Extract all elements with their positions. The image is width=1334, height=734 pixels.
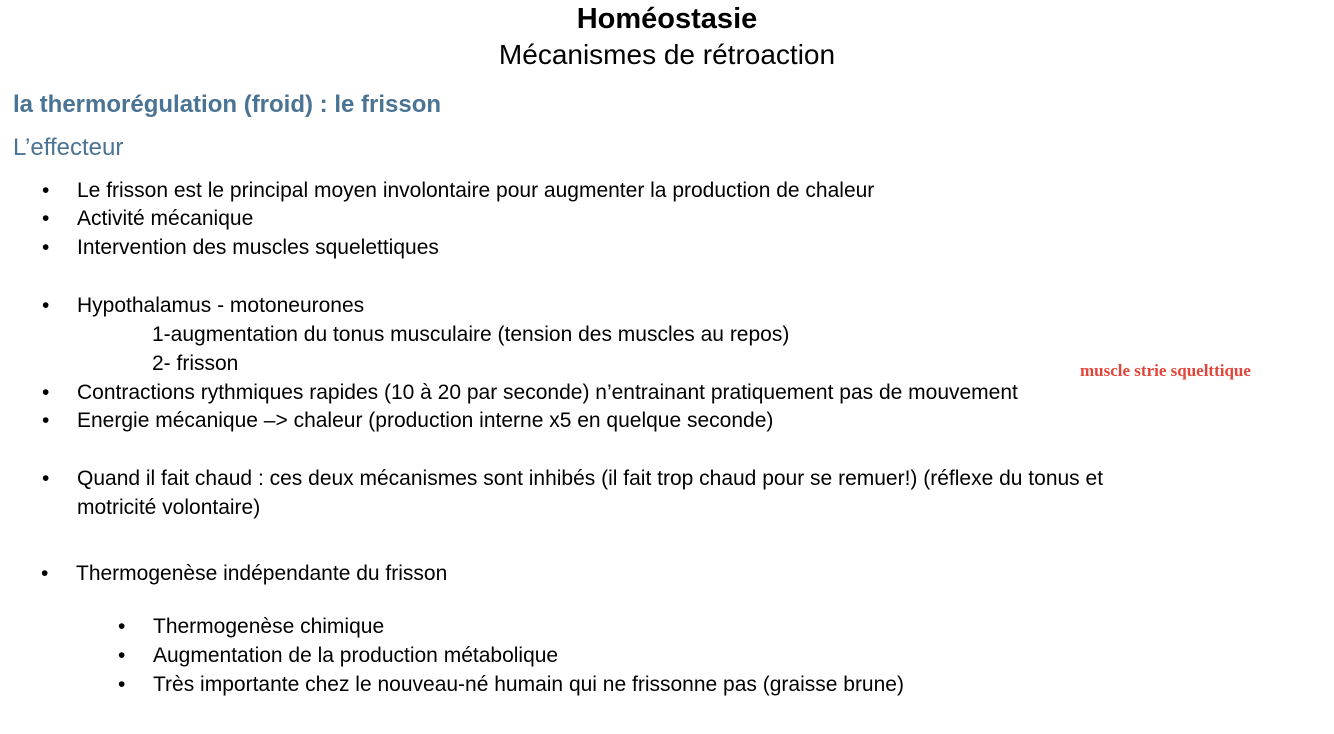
annotation-label: muscle strie squelttique: [1080, 361, 1251, 380]
bullet-item: Hypothalamus - motoneurones: [77, 294, 365, 317]
bullet-marker: •: [42, 207, 50, 230]
bullet-item: Activité mécanique: [77, 207, 254, 230]
bullet-item: Thermogenèse indépendante du frisson: [76, 562, 448, 585]
sub-bullet-marker: •: [118, 615, 126, 638]
bullet-item: Le frisson est le principal moyen involontaire pour augmenter la production de chaleur: [77, 179, 875, 202]
bullet-item: Contractions rythmiques rapides (10 à 20 par seconde) n’entrainant pratiquement pas de mouvement: [77, 381, 1018, 404]
bullet-marker: •: [42, 236, 50, 259]
indented-line: 1-augmentation du tonus musculaire (tension des muscles au repos): [152, 323, 790, 346]
sub-bullet-item: Très importante chez le nouveau-né humain qui ne frissonne pas (graisse brune): [153, 673, 904, 696]
bullet-marker: •: [42, 381, 50, 404]
sub-bullet-marker: •: [118, 644, 126, 667]
section-heading: la thermorégulation (froid) : le frisson: [13, 91, 442, 118]
bullet-marker: •: [42, 467, 50, 490]
bullet-item-continuation: motricité volontaire): [77, 496, 261, 519]
bullet-marker: •: [42, 179, 50, 202]
bullet-marker: •: [41, 562, 49, 585]
slide-subtitle: Mécanismes de rétroaction: [498, 39, 836, 70]
bullet-marker: •: [42, 294, 50, 317]
indented-line: 2- frisson: [152, 352, 239, 375]
sub-bullet-marker: •: [118, 673, 126, 696]
slide-title: Homéostasie: [576, 3, 758, 35]
bullet-item: Energie mécanique –> chaleur (production interne x5 en quelque seconde): [77, 409, 774, 432]
sub-bullet-item: Thermogenèse chimique: [153, 615, 385, 638]
bullet-marker: •: [42, 409, 50, 432]
bullet-item: Quand il fait chaud : ces deux mécanismes sont inhibés (il fait trop chaud pour se remuer!) (réflexe du tonus et: [77, 467, 1104, 490]
subsection-heading: L’effecteur: [13, 134, 124, 161]
sub-bullet-item: Augmentation de la production métabolique: [153, 644, 559, 667]
bullet-item: Intervention des muscles squelettiques: [77, 236, 439, 259]
